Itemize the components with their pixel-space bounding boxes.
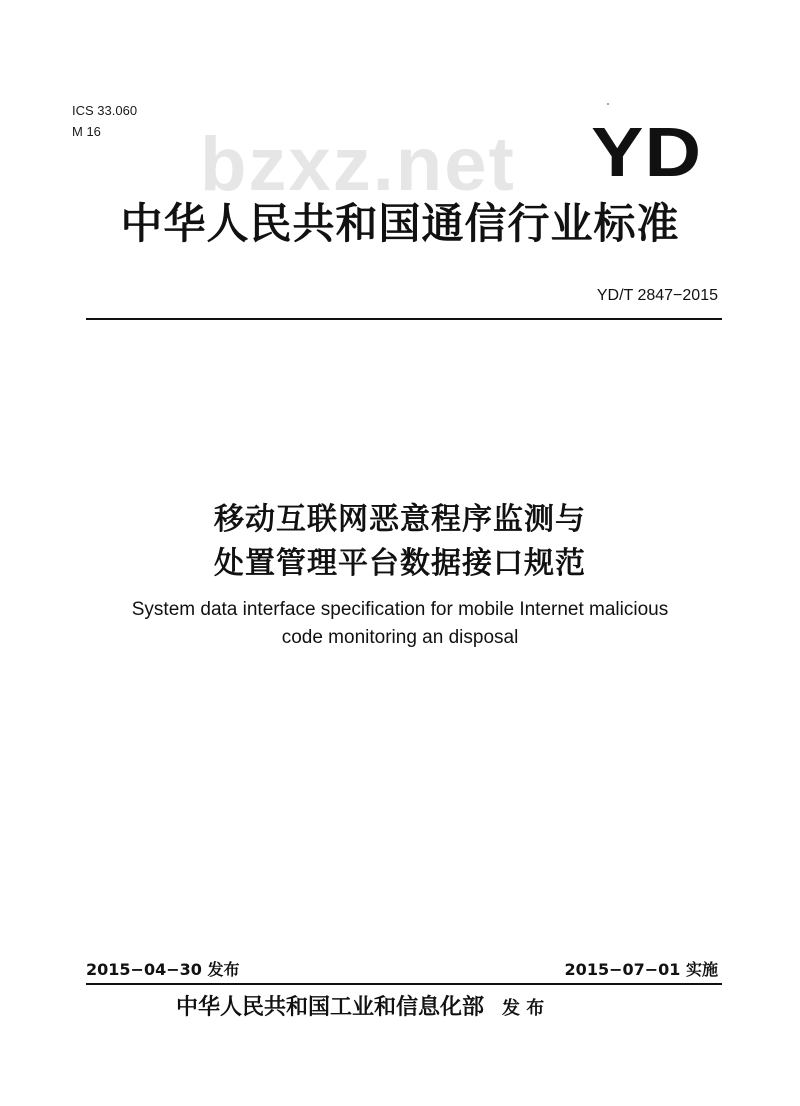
issuing-authority [176,992,544,1024]
scan-speck [607,103,609,105]
implementation-date: 2015−07−01 实施 [564,960,718,979]
ics-code: ICS 33.060 [72,103,138,118]
header-divider [86,318,722,320]
english-title-line-1: System data interface specification for mobile Internet malicious [131,599,669,620]
ccs-code: M 16 [72,124,101,139]
english-title-line-2: code monitoring an disposal [281,627,519,648]
release-date: 2015−04−30 发布 [86,960,240,979]
document-title [0,498,800,586]
document-title-line-2: 处置管理平台数据接口规范 [214,546,586,581]
issuer-action: 发 布 [502,998,545,1019]
document-title-line-1: 移动互联网恶意程序监测与 [214,502,586,537]
yd-logo: YD [590,113,702,191]
issuer-name: 中华人民共和国工业和信息化部 [176,994,485,1020]
english-title [0,596,800,652]
standard-number: YD/T 2847−2015 [596,287,718,304]
watermark: bzxz.net [200,122,516,207]
footer-divider [86,983,722,985]
standard-category-title: 中华人民共和国通信行业标准 [120,199,680,248]
classification-codes [72,100,137,142]
